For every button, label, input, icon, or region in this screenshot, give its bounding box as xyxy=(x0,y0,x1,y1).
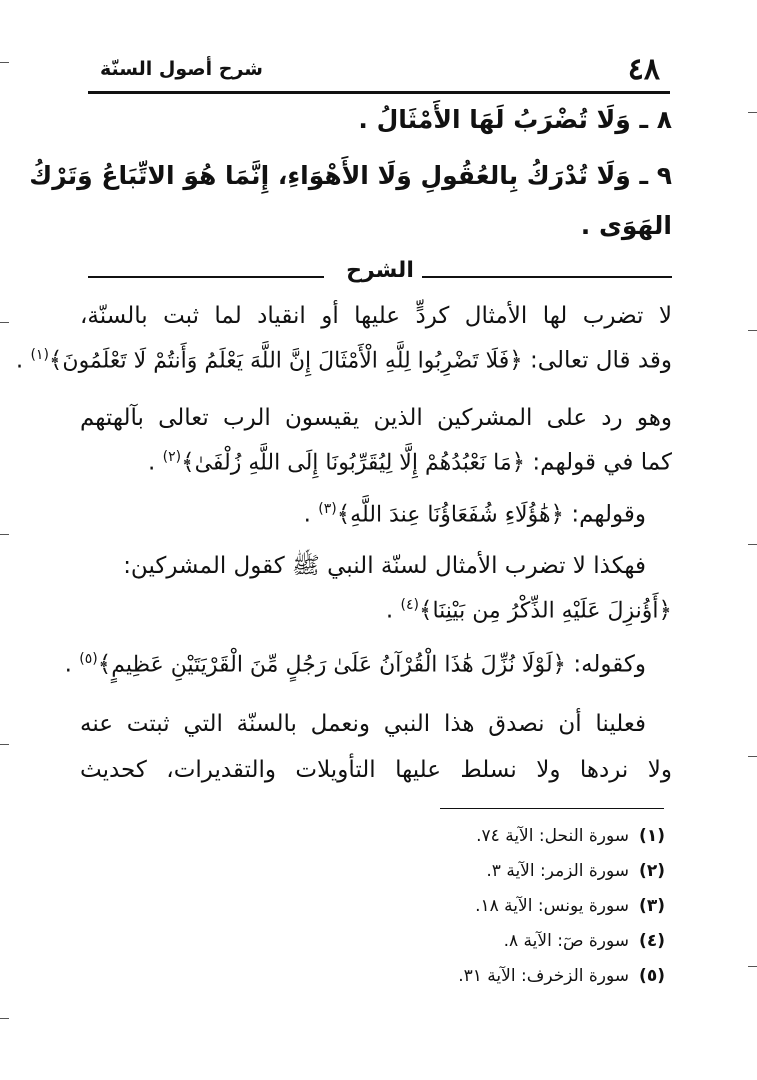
footnote-text: سورة صٓ: الآية ٨. xyxy=(503,931,630,951)
body-p1-prefix: وقد قال تعالى: xyxy=(530,347,672,374)
margin-tick xyxy=(0,62,9,63)
section-title: الشرح xyxy=(346,258,414,283)
footnote-ref-2[interactable]: (٢) xyxy=(162,449,182,465)
ayah-close-bracket: ﴾ xyxy=(181,449,195,476)
footnote-ref-1[interactable]: (١) xyxy=(30,347,49,363)
footnote-1 xyxy=(476,826,665,846)
margin-tick xyxy=(748,330,757,331)
margin-tick xyxy=(748,112,757,113)
margin-tick xyxy=(748,756,757,757)
margin-tick xyxy=(0,534,9,535)
footnote-number: (٥) xyxy=(639,966,665,986)
quran-verse-2: مَا نَعْبُدُهُمْ إِلَّا لِيُقَرِّبُونَا إِلَى اللَّهِ زُلْفَىٰ xyxy=(194,450,512,476)
matn-item-8: ٨ ـ وَلَا تُضْرَبُ لَهَا الأَمْثَالُ . xyxy=(358,105,672,134)
footnote-text: سورة الزخرف: الآية ٣١. xyxy=(458,966,630,986)
ayah-open-bracket: ﴿ xyxy=(511,449,526,476)
body-p3-prefix: وقولهم: xyxy=(571,501,646,528)
margin-tick xyxy=(0,1018,9,1019)
footnote-separator xyxy=(440,808,664,809)
quran-verse-5: لَوْلَا نُزِّلَ هَٰذَا الْقُرْآنُ عَلَىٰ رَجُلٍ مِّنَ الْقَرْيَتَيْنِ عَظِيمٍ xyxy=(111,652,553,678)
body-p4-line-2: ﴿أَؤُنزِلَ عَلَيْهِ الذِّكْرُ مِن بَيْنِنَا﴾$^{(٤)}$ . xyxy=(385,597,672,624)
header-rule xyxy=(88,91,670,94)
body-p1-line-2: وقد قال تعالى: ﴿فَلَا تَضْرِبُوا لِلَّهِ الْأَمْثَالَ إِنَّ اللَّهَ يَعْلَمُ وَأَنتُمْ لَا تَعْلَمُونَ﴾$^{(١)}$ . xyxy=(15,347,672,374)
footnote-5 xyxy=(458,966,665,986)
running-title: شرح أصول السنّة xyxy=(100,58,263,80)
footnote-ref-3[interactable]: (٣) xyxy=(318,501,337,517)
footnote-2 xyxy=(486,861,665,881)
ayah-close-bracket: ﴾ xyxy=(48,347,63,374)
body-p6-line-1: فعلينا أن نصدق هذا النبي ونعمل بالسنّة التي ثبتت عنه xyxy=(80,711,646,737)
body-p1-line-1: لا تضرب لها الأمثال كردٍّ عليها أو انقياد لما ثبت بالسنّة، xyxy=(80,303,672,329)
margin-tick xyxy=(748,966,757,967)
body-p2-prefix: كما في قولهم: xyxy=(532,449,672,476)
quran-verse-4: أَؤُنزِلَ عَلَيْهِ الذِّكْرُ مِن بَيْنِنَا xyxy=(432,598,659,624)
footnote-number: (٤) xyxy=(639,931,665,951)
body-p5-line: وكقوله: ﴿لَوْلَا نُزِّلَ هَٰذَا الْقُرْآنُ عَلَىٰ رَجُلٍ مِّنَ الْقَرْيَتَيْنِ عَظِيمٍ﴾$^{(٥)}$ . xyxy=(64,651,646,678)
matn-item-9-line-1: ٩ ـ وَلَا تُدْرَكُ بِالعُقُولِ وَلَا الأَهْوَاءِ، إِنَّمَا هُوَ الاتِّبَاعُ وَتَرْكُ xyxy=(29,161,672,190)
margin-tick xyxy=(748,544,757,545)
ayah-close-bracket: ﴾ xyxy=(97,651,112,678)
ayah-close-bracket: ﴾ xyxy=(418,597,433,624)
margin-tick xyxy=(0,322,9,323)
footnote-number: (٢) xyxy=(639,861,665,881)
ayah-open-bracket: ﴿ xyxy=(658,597,672,624)
body-p3-line: وقولهم: ﴿هَٰؤُلَاءِ شُفَعَاؤُنَا عِندَ اللَّهِ﴾$^{(٣)}$ . xyxy=(303,501,646,528)
footnote-ref-4[interactable]: (٤) xyxy=(400,597,419,613)
footnote-ref-5[interactable]: (٥) xyxy=(79,651,98,667)
margin-tick xyxy=(0,744,9,745)
ayah-close-bracket: ﴾ xyxy=(336,501,351,528)
footnote-text: سورة النحل: الآية ٧٤. xyxy=(476,826,630,846)
body-p2-line-2: كما في قولهم: ﴿مَا نَعْبُدُهُمْ إِلَّا لِيُقَرِّبُونَا إِلَى اللَّهِ زُلْفَىٰ﴾$^{(٢)}$ . xyxy=(147,449,672,476)
ayah-open-bracket: ﴿ xyxy=(550,501,565,528)
footnote-number: (١) xyxy=(639,826,665,846)
quran-verse-1: فَلَا تَضْرِبُوا لِلَّهِ الْأَمْثَالَ إِنَّ اللَّهَ يَعْلَمُ وَأَنتُمْ لَا تَعْلَمُونَ xyxy=(62,348,510,374)
body-p4-line-1: فهكذا لا تضرب الأمثال لسنّة النبي ﷺ كقول المشركين: xyxy=(123,553,646,579)
ayah-open-bracket: ﴿ xyxy=(509,347,523,374)
ayah-open-bracket: ﴿ xyxy=(552,651,567,678)
footnote-3 xyxy=(475,896,665,916)
page-header xyxy=(90,40,670,90)
footnote-text: سورة الزمر: الآية ٣. xyxy=(486,861,630,881)
quran-verse-3: هَٰؤُلَاءِ شُفَعَاؤُنَا عِندَ اللَّهِ xyxy=(350,502,551,528)
footnote-4 xyxy=(504,931,665,951)
body-p2-line-1: وهو رد على المشركين الذين يقيسون الرب تعالى بآلهتهم xyxy=(80,405,672,431)
body-p6-line-2: ولا نردها ولا نسلط عليها التأويلات والتقديرات، كحديث xyxy=(80,757,672,783)
footnote-number: (٣) xyxy=(639,896,665,916)
body-p5-prefix: وكقوله: xyxy=(573,651,646,678)
page-number: ٤٨ xyxy=(627,52,660,87)
matn-item-9-line-2: الهَوَى . xyxy=(580,211,672,240)
section-heading xyxy=(88,258,672,292)
footnote-text: سورة يونس: الآية ١٨. xyxy=(475,896,630,916)
